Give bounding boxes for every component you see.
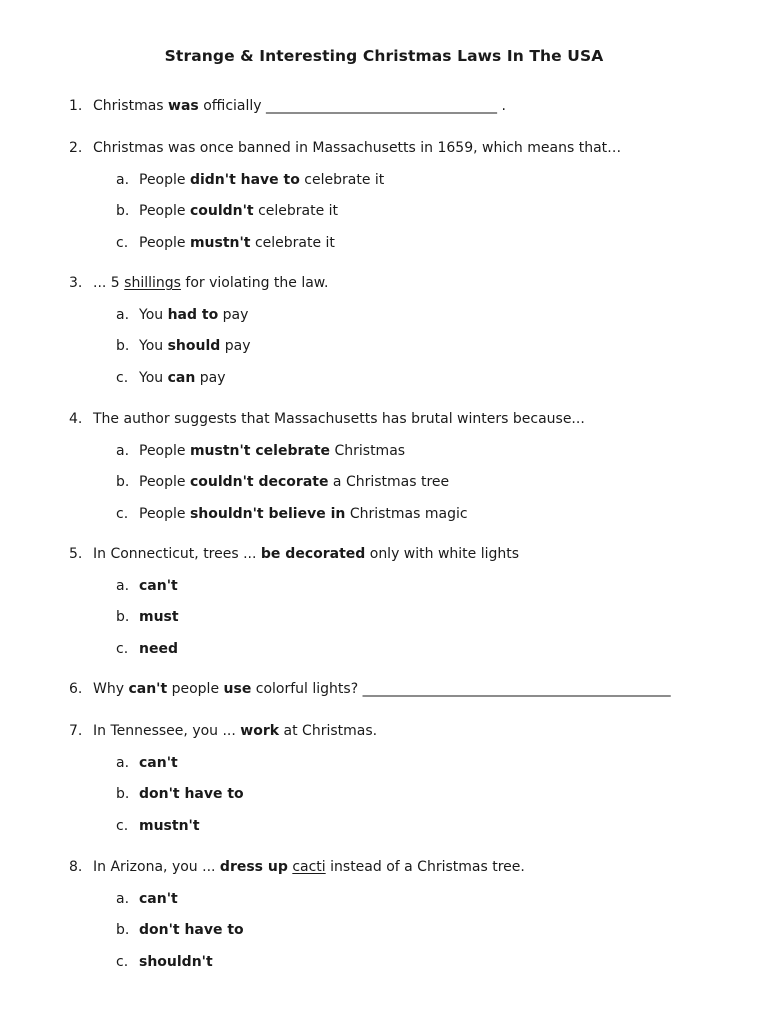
- text-segment: Christmas was once banned in Massachusetts in 1659, which means that…: [93, 140, 622, 156]
- option-text: [139, 234, 335, 252]
- emphasized-text: can't: [139, 754, 178, 771]
- option-letter: c.: [116, 640, 129, 657]
- text-segment: officially _________________________________ .: [198, 98, 506, 114]
- text-segment: pay: [218, 306, 249, 323]
- emphasized-text: mustn't celebrate: [189, 442, 331, 459]
- option-letter: b.: [116, 338, 130, 354]
- text-segment: Christmas magic: [345, 505, 468, 522]
- option-letter: a.: [116, 442, 130, 459]
- text-segment: people: [167, 681, 224, 697]
- emphasized-text: can't: [139, 577, 178, 594]
- text-segment: ... 5: [93, 275, 125, 291]
- option-letter: c.: [116, 369, 129, 386]
- emphasized-text: was: [168, 98, 199, 114]
- emphasized-text: couldn't decorate: [189, 474, 329, 490]
- option-letter: c.: [116, 953, 129, 970]
- text-segment: In Arizona, you ...: [93, 859, 220, 875]
- option-text: [139, 171, 384, 189]
- question-number: 3.: [69, 275, 83, 291]
- option-letter: b.: [116, 609, 130, 625]
- question-text: [93, 722, 377, 740]
- question-number: 5.: [69, 546, 83, 562]
- text-segment: You: [139, 338, 168, 354]
- text-segment: People: [139, 171, 190, 188]
- text-segment: pay: [220, 338, 251, 354]
- emphasized-text: must: [139, 609, 179, 625]
- option-text: [139, 369, 226, 387]
- option-letter: a.: [116, 577, 130, 594]
- text-segment: In Connecticut, trees ...: [93, 546, 261, 562]
- text-segment: celebrate it: [299, 171, 385, 188]
- question-number: 6.: [69, 681, 83, 697]
- emphasized-text: can't: [128, 681, 168, 697]
- text-segment: celebrate it: [250, 234, 335, 251]
- option-letter: b.: [116, 922, 130, 938]
- option-text: [139, 890, 178, 908]
- question-number: 8.: [69, 859, 83, 875]
- question-number: 7.: [69, 723, 83, 739]
- question-text: [93, 680, 671, 698]
- emphasized-text: mustn't: [189, 234, 251, 251]
- underlined-text: shillings: [124, 275, 181, 291]
- question-text: [93, 139, 621, 157]
- option-letter: b.: [116, 203, 130, 219]
- emphasized-text: should: [167, 338, 221, 354]
- option-letter: b.: [116, 474, 130, 490]
- text-segment: In Tennessee, you ...: [93, 723, 241, 739]
- text-segment: at Christmas.: [279, 723, 378, 739]
- emphasized-text: can't: [139, 890, 178, 907]
- text-segment: instead of a Christmas tree.: [325, 859, 525, 875]
- option-text: [139, 577, 178, 595]
- option-letter: a.: [116, 306, 130, 323]
- text-segment: colorful lights? ____________________________________________: [251, 681, 671, 697]
- text-segment: a Christmas tree: [328, 474, 450, 490]
- question-number: 1.: [69, 98, 83, 114]
- option-text: [139, 817, 200, 835]
- option-letter: a.: [116, 890, 130, 907]
- question-number: 4.: [69, 411, 83, 427]
- text-segment: The author suggests that Massachusetts has brutal winters because...: [93, 411, 585, 427]
- emphasized-text: shouldn't: [139, 953, 213, 970]
- question-text: [93, 274, 328, 292]
- option-letter: c.: [116, 505, 129, 522]
- emphasized-text: don't have to: [139, 786, 244, 802]
- question-text: [93, 545, 519, 563]
- question-text: [93, 410, 585, 428]
- option-letter: c.: [116, 817, 129, 834]
- option-letter: a.: [116, 754, 130, 771]
- emphasized-text: shouldn't believe in: [189, 505, 346, 522]
- text-segment: You: [139, 306, 168, 323]
- option-text: [139, 306, 248, 324]
- text-segment: Christmas: [93, 98, 169, 114]
- option-text: [139, 785, 244, 803]
- option-text: [139, 442, 405, 460]
- emphasized-text: can: [167, 369, 196, 386]
- emphasized-text: be decorated: [260, 546, 366, 562]
- text-segment: People: [139, 234, 190, 251]
- option-text: [139, 473, 449, 491]
- option-letter: c.: [116, 234, 129, 251]
- emphasized-text: need: [139, 640, 178, 657]
- text-segment: You: [139, 369, 168, 386]
- underlined-text: cacti: [292, 859, 326, 875]
- option-text: [139, 953, 213, 971]
- emphasized-text: work: [240, 723, 280, 739]
- emphasized-text: couldn't: [189, 203, 254, 219]
- option-text: [139, 921, 244, 939]
- emphasized-text: dress up: [219, 859, 288, 875]
- text-segment: for violating the law.: [180, 275, 329, 291]
- text-segment: People: [139, 442, 190, 459]
- option-text: [139, 337, 251, 355]
- option-letter: b.: [116, 786, 130, 802]
- text-segment: pay: [195, 369, 226, 386]
- option-text: [139, 754, 178, 772]
- emphasized-text: mustn't: [139, 817, 200, 834]
- question-text: [93, 858, 525, 876]
- option-text: [139, 202, 338, 220]
- emphasized-text: don't have to: [139, 922, 244, 938]
- text-segment: People: [139, 474, 190, 490]
- worksheet-title: Strange & Interesting Christmas Laws In The USA: [164, 47, 604, 65]
- option-letter: a.: [116, 171, 130, 188]
- text-segment: Christmas: [330, 442, 406, 459]
- text-segment: only with white lights: [365, 546, 520, 562]
- emphasized-text: use: [223, 681, 252, 697]
- emphasized-text: didn't have to: [189, 171, 300, 188]
- option-text: [139, 608, 179, 626]
- text-segment: People: [139, 203, 190, 219]
- question-number: 2.: [69, 140, 83, 156]
- emphasized-text: had to: [167, 306, 219, 323]
- option-text: [139, 640, 178, 658]
- text-segment: Why: [93, 681, 129, 697]
- option-text: [139, 505, 468, 523]
- question-text: [93, 97, 506, 115]
- text-segment: celebrate it: [253, 203, 339, 219]
- text-segment: People: [139, 505, 190, 522]
